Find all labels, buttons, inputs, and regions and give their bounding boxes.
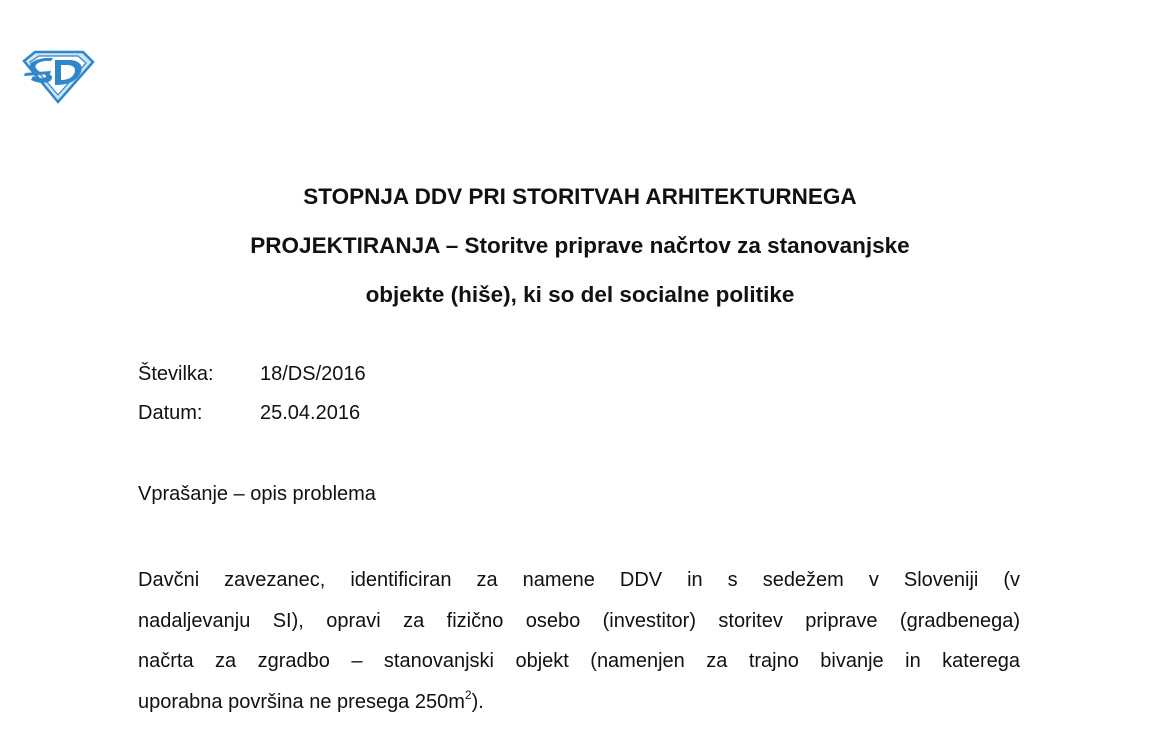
sd-shield-logo-icon	[21, 48, 95, 104]
problem-paragraph	[138, 560, 1020, 722]
paragraph-line-4-text: uporabna površina ne presega 250m	[138, 690, 465, 713]
title-line-1: STOPNJA DDV PRI STORITVAH ARHITEKTURNEGA	[303, 184, 857, 209]
document-title	[140, 172, 1020, 319]
date-label: Datum:	[138, 402, 203, 424]
number-label: Številka:	[138, 363, 214, 385]
date-value: 25.04.2016	[260, 402, 361, 424]
paragraph-line-1: Davčni zavezanec, identificiran za namene DDV in s sedežem v Sloveniji (v	[138, 569, 1020, 591]
superscript-2: 2	[464, 687, 472, 702]
number-value: 18/DS/2016	[260, 363, 366, 385]
number-row	[138, 361, 366, 387]
title-line-3: objekte (hiše), ki so del socialne politike	[365, 282, 795, 307]
paragraph-line-2: nadaljevanju SI), opravi za fizično osebo (investitor) storitev priprave (gradbenega)	[138, 609, 1020, 632]
section-heading: Vprašanje – opis problema	[138, 483, 376, 505]
paragraph-line-4	[138, 682, 1020, 723]
title-line-2: PROJEKTIRANJA – Storitve priprave načrtov za stanovanjske	[250, 233, 910, 258]
date-row	[138, 400, 360, 426]
paragraph-line-4-end: ).	[471, 690, 484, 713]
paragraph-line-3: načrta za zgradbo – stanovanjski objekt (namenjen za trajno bivanje in katerega	[138, 650, 1020, 672]
